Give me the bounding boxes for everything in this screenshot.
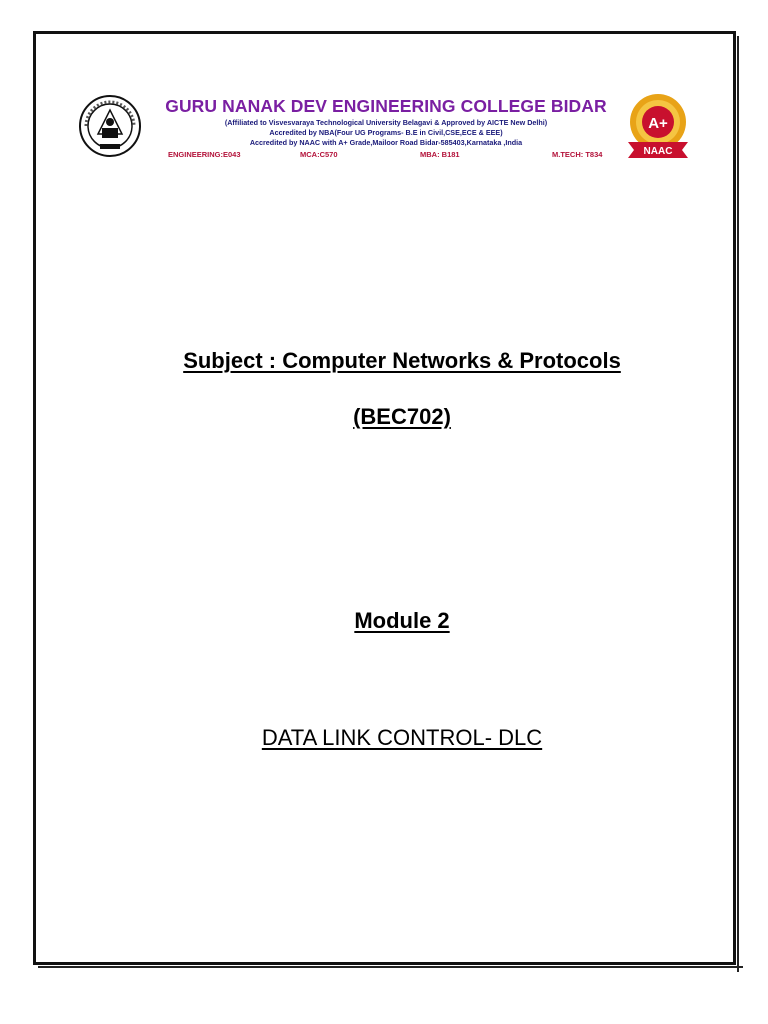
college-header [70, 88, 700, 168]
subject-title: Subject : Computer Networks & Protocols [183, 348, 621, 373]
page-border [33, 31, 736, 965]
topic-title: DATA LINK CONTROL- DLC [261, 725, 543, 750]
engineering-code: ENGINEERING:E043 [168, 150, 241, 159]
module-title: Module 2 [354, 608, 450, 633]
badge-ribbon: NAAC [643, 146, 673, 157]
naac-grade-badge-icon [622, 90, 694, 162]
naac-line: Accredited by NAAC with A+ Grade,Mailoor Road Bidar-585403,Karnataka ,India [249, 138, 523, 147]
mtech-code: M.TECH: T834 [552, 150, 603, 159]
course-code: (BEC702) [353, 404, 451, 429]
mba-code: MBA: B181 [420, 150, 460, 159]
badge-grade: A+ [648, 115, 668, 132]
nba-line: Accredited by NBA(Four UG Programs- B.E in Civil,CSE,ECE & EEE) [269, 128, 503, 137]
college-name: GURU NANAK DEV ENGINEERING COLLEGE BIDAR [165, 96, 607, 116]
college-emblem-icon [78, 94, 142, 158]
program-codes [168, 150, 638, 162]
mca-code: MCA:C570 [300, 150, 338, 159]
affiliation-line: (Affiliated to Visvesvaraya Technological University Belagavi & Approved by AICTE New Delhi) [224, 118, 548, 127]
